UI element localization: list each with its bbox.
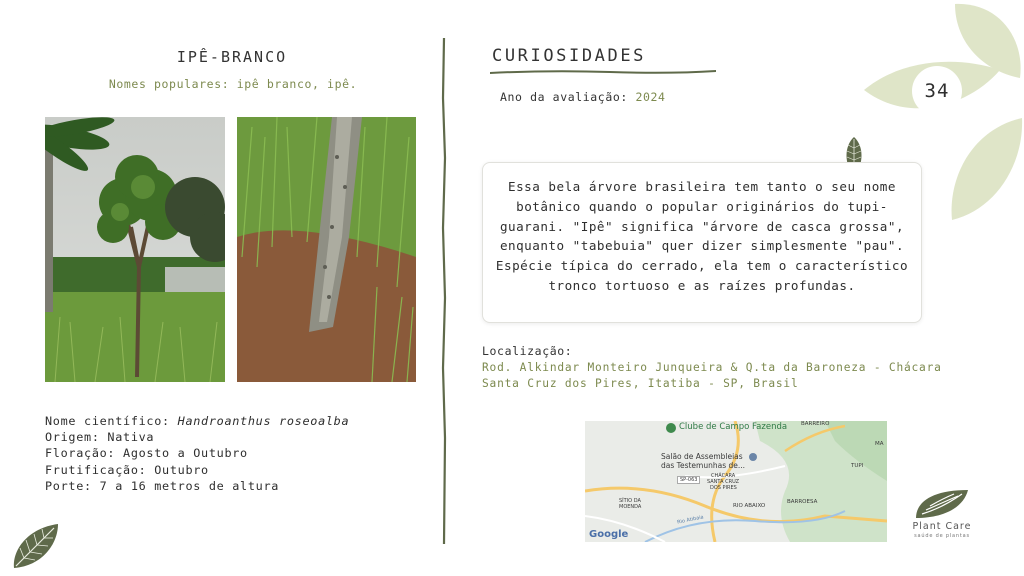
map-label-barreiro: BARREIRO: [801, 421, 830, 427]
map-label-sitio-2: MOENDA: [619, 504, 642, 510]
species-title: IPÊ-BRANCO: [176, 48, 288, 66]
tree-photo: [45, 117, 225, 382]
page-number: 34: [912, 66, 962, 116]
evaluation-year: [500, 90, 666, 104]
map-label-sitio-1: SÍTIO DA: [619, 498, 641, 504]
map-label-chacara-1: CHÁCARA: [711, 473, 736, 479]
curiosities-title: CURIOSIDADES: [492, 46, 647, 66]
map-label-rio-abaixo: RIO ABAIXO: [733, 503, 766, 509]
map-label-hall-1: Salão de Assembleias: [661, 452, 743, 461]
scientific-name-row: [45, 413, 349, 429]
fruiting-row: Frutificação: Outubro: [45, 462, 209, 477]
map-label-sp063: SP-063: [677, 476, 700, 484]
species-details: [45, 413, 349, 494]
vertical-divider: [440, 38, 448, 544]
trunk-photo: [237, 117, 416, 382]
map-label-club: Clube de Campo Fazenda: [679, 422, 788, 432]
location-address: Rod. Alkindar Monteiro Junqueira & Q.ta da Baroneza - Chácara Santa Cruz dos Pires, Itatiba - SP, Brasil: [482, 361, 942, 390]
map-label-river: Rio Atibaia: [676, 514, 705, 526]
map-label-tupi: TUPI: [851, 463, 864, 469]
map-label-hall-2: das Testemunhas de...: [661, 461, 746, 470]
scientific-name-label: Nome científico:: [45, 414, 178, 428]
popular-names: Nomes populares: ipê branco, ipê.: [108, 77, 358, 91]
leaf-icon: [10, 522, 62, 572]
title-underline: [490, 68, 716, 76]
size-row: Porte: 7 a 16 metros de altura: [45, 478, 280, 493]
map-label-chacara-3: DOS PIRES: [710, 485, 737, 491]
origin-row: Origem: Nativa: [45, 430, 155, 445]
evaluation-label: Ano da avaliação:: [500, 90, 636, 104]
location-map[interactable]: [585, 421, 887, 542]
location-label: Localização:: [482, 344, 573, 358]
map-label-chacara-2: SANTA CRUZ: [707, 479, 740, 485]
brand-name: Plant Care: [912, 521, 972, 532]
evaluation-value: 2024: [635, 90, 666, 104]
brand-tagline: saúde de plantas: [914, 533, 970, 539]
curiosity-text: Essa bela árvore brasileira tem tanto o seu nome botânico quando o popular originários do tupi-guarani. "Ipê" significa "árvore de casca grossa", enquanto "tabebuia" quer dizer simplesmente "pau". Espécie típica do cerrado, ela tem o característico tronco tortuoso e as raízes profundas.: [495, 179, 909, 293]
map-label-ma: MA: [875, 441, 884, 447]
google-logo: Google: [589, 529, 629, 540]
map-label-barroesa: BARROESA: [787, 499, 818, 505]
flowering-row: Floração: Agosto a Outubro: [45, 446, 248, 461]
scientific-name-value: Handroanthus roseoalba: [177, 414, 350, 428]
